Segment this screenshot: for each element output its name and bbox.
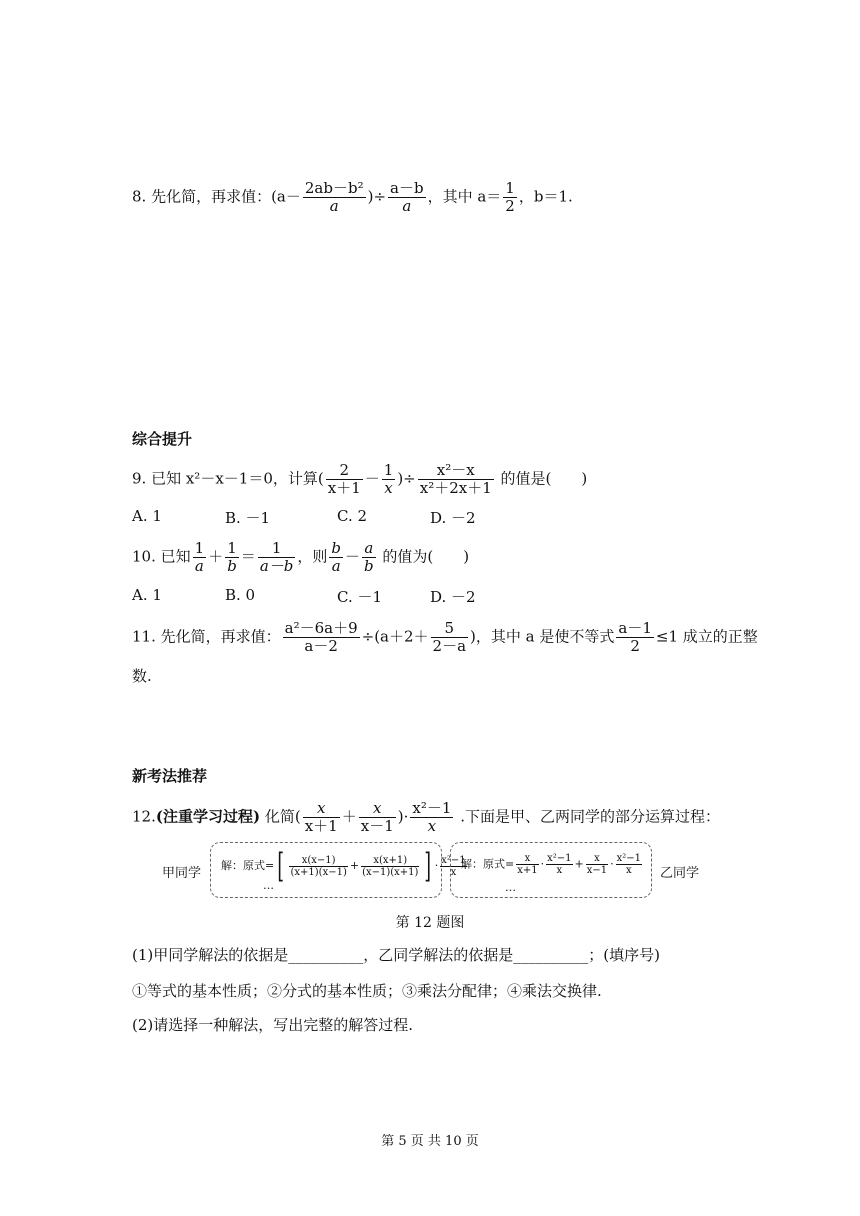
fraction: [283, 620, 360, 655]
numerator: x²−1: [547, 853, 572, 864]
question-9: [132, 462, 587, 497]
fraction: [410, 800, 453, 835]
q10-plus: ＋: [208, 547, 224, 566]
fraction: [546, 853, 572, 876]
fraction: [289, 855, 347, 878]
numerator: x²−1: [441, 854, 466, 866]
ellipsis: …: [263, 879, 274, 892]
box2-text: 解：原式=: [461, 857, 515, 871]
numerator: 2: [326, 462, 363, 480]
numerator: 1: [194, 539, 205, 557]
q11-where: )，其中 a 是使不等式: [470, 627, 615, 646]
denominator: x²＋2x＋1: [419, 479, 492, 497]
numerator: x²−1: [616, 853, 641, 864]
q10-prefix: 10. 已知: [132, 547, 191, 566]
denominator: x: [450, 866, 457, 878]
question-12: [132, 800, 720, 835]
fraction: [361, 855, 419, 878]
q9-minus: －: [364, 469, 380, 488]
numerator: x: [586, 853, 608, 865]
figure-caption: 第 12 题图: [395, 915, 465, 931]
q8-prefix: 8. 先化简，再求值：(a－: [132, 187, 301, 206]
q11-mid: ÷(a＋2＋: [361, 627, 429, 646]
q9-option-b: B. －1: [225, 509, 271, 527]
numerator: a－1: [618, 619, 652, 637]
student-b-work-box: [450, 842, 652, 898]
denominator: a: [331, 557, 341, 575]
numerator: 2ab－b²: [304, 179, 364, 197]
numerator: x²－1: [412, 799, 452, 817]
q9-suffix: 的值是( ): [500, 469, 588, 488]
fraction: [303, 800, 340, 835]
denominator: 2: [630, 637, 640, 655]
q8-mid: )÷: [367, 187, 387, 206]
fraction: [586, 853, 608, 876]
fraction: [258, 540, 296, 575]
q9-option-a: A. 1: [132, 507, 162, 525]
numerator: a: [362, 540, 376, 558]
fraction: [431, 620, 469, 655]
fraction: [303, 180, 366, 215]
numerator: 1: [258, 540, 296, 558]
left-student-label: 甲同学: [162, 866, 202, 881]
numerator: 1: [225, 540, 239, 558]
q10-suffix: 的值为( ): [382, 547, 470, 566]
fraction: [329, 540, 343, 575]
denominator: a: [329, 197, 339, 215]
question-8: [132, 180, 573, 215]
q8-suffix: ，b＝1.: [518, 187, 573, 206]
page-footer: 第 5 页 共 10 页: [381, 1134, 479, 1149]
denominator: (x+1)(x−1): [290, 866, 347, 878]
ellipsis: …: [505, 881, 516, 894]
fraction: [503, 180, 517, 215]
left-bracket: [: [277, 846, 285, 886]
numerator: x: [516, 853, 538, 865]
q12-plus: ＋: [341, 807, 357, 826]
denominator: b: [364, 557, 374, 575]
q9-div: )÷: [397, 469, 416, 488]
numerator: a－b: [390, 179, 424, 197]
denominator: x: [427, 817, 437, 835]
student-b-expression: 解：原式= $\frac{x}{x+1}$ · $\frac{\text{x²−1}}{x}$ + $\frac{x}{x-1}$ · $\frac{\text{x²−1}}{x}$: [461, 853, 641, 876]
student-a-expression: 解：原式=[ $\frac{x(x-1)}{(x+1)(x-1)}$ + $\frac{x(x+1)}{(x-1)(x+1)}$ ] · $\frac{\text{x²−1}}{x}$: [221, 846, 466, 886]
question-10: [132, 540, 469, 575]
q9-option-d: D. －2: [430, 509, 476, 527]
denominator: x+1: [517, 865, 538, 876]
fraction: [516, 853, 538, 876]
denominator: x＋1: [304, 817, 338, 835]
fraction: [326, 462, 363, 497]
numerator: x: [359, 800, 396, 818]
fraction: [225, 540, 239, 575]
q11-prefix: 11. 先化简，再求值：: [132, 627, 281, 646]
right-bracket: ]: [424, 846, 432, 886]
numerator: x(x−1): [289, 855, 347, 867]
q12-suffix: .下面是甲、乙两同学的部分运算过程：: [460, 807, 720, 826]
denominator: b: [227, 557, 237, 575]
section-heading-comprehensive: 综合提升: [132, 430, 193, 448]
denominator: a: [194, 557, 204, 575]
denominator: (x−1)(x+1): [362, 866, 419, 878]
numerator: x: [303, 800, 340, 818]
q12-prefix: 12.: [132, 807, 156, 826]
q10-then: ，则: [297, 547, 328, 566]
numerator: a²－6a＋9: [284, 619, 358, 637]
denominator: x: [556, 865, 563, 876]
q10-option-d: D. －2: [430, 588, 476, 606]
q8-where: ，其中 a＝: [427, 187, 502, 206]
denominator: x: [625, 865, 632, 876]
fraction: [418, 462, 494, 497]
numerator: 1: [505, 179, 515, 197]
q10-eq: ＝: [240, 547, 256, 566]
fraction: [616, 853, 642, 876]
q11-line2: 数.: [132, 667, 152, 685]
q12-text1: 化简(: [264, 807, 301, 826]
q10-minus: －: [344, 547, 360, 566]
numerator: 5: [431, 620, 469, 638]
student-a-work-box: [210, 842, 466, 898]
q12-sub1: (1)甲同学解法的依据是__________，乙同学解法的依据是__________；(填序号): [132, 946, 660, 964]
q10-option-c: C. －1: [337, 588, 383, 606]
q12-dot: )·: [397, 807, 409, 826]
denominator: 2: [505, 197, 515, 215]
q10-option-b: B. 0: [225, 586, 256, 604]
q9-option-c: C. 2: [337, 507, 368, 525]
denominator: 2－a: [432, 637, 467, 655]
denominator: x: [384, 479, 393, 497]
box1-text: 解：原式=: [221, 859, 275, 872]
numerator: b: [331, 539, 341, 557]
fraction: [382, 462, 396, 497]
fraction: [359, 800, 396, 835]
question-11: [132, 620, 758, 655]
q12-tag: (注重学习过程): [155, 807, 261, 826]
denominator: a－2: [304, 637, 338, 655]
fraction: [616, 620, 654, 655]
fraction: [362, 540, 376, 575]
q11-suffix: ≤1 成立的正整: [655, 627, 758, 646]
numerator: x(x+1): [361, 855, 419, 867]
q9-prefix: 9. 已知 x²－x－1＝0，计算(: [132, 469, 324, 488]
fraction: [388, 180, 426, 215]
q12-sub1-choices: ①等式的基本性质；②分式的基本性质；③乘法分配律；④乘法交换律.: [132, 982, 602, 1000]
q10-option-a: A. 1: [132, 586, 162, 604]
denominator: x＋1: [327, 479, 361, 497]
denominator: x－1: [360, 817, 394, 835]
denominator: a－b: [259, 557, 294, 575]
denominator: x−1: [586, 865, 608, 876]
numerator: 1: [383, 461, 394, 479]
right-student-label: 乙同学: [660, 866, 700, 881]
fraction: [193, 540, 207, 575]
denominator: a: [402, 197, 412, 215]
section-heading-new-methods: 新考法推荐: [132, 767, 208, 785]
q12-sub2: (2)请选择一种解法，写出完整的解答过程.: [132, 1016, 414, 1034]
numerator: x²－x: [418, 462, 494, 480]
